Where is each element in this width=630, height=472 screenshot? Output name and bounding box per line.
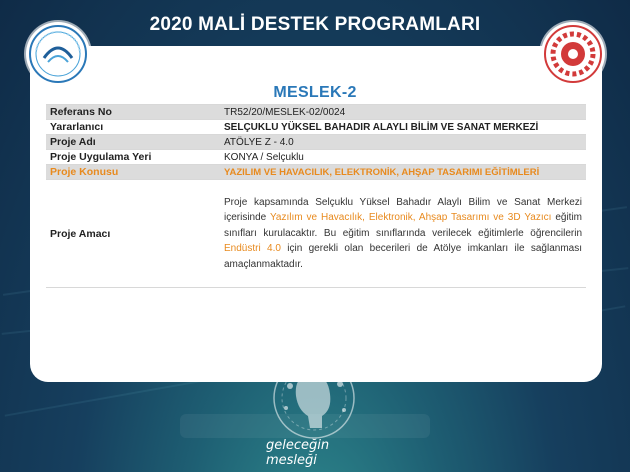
table-row-purpose	[46, 180, 586, 288]
purpose-highlight: Endüstri 4.0	[224, 243, 281, 255]
section-title: MESLEK-2	[273, 84, 357, 101]
emblem-text-line1: geleceğin	[266, 438, 330, 453]
agency-seal-icon	[26, 22, 90, 86]
table-row-topic	[46, 165, 586, 180]
table-row-project-name	[46, 135, 586, 150]
emblem-text-line2: mesleği	[266, 453, 317, 468]
future-profession-emblem	[250, 356, 378, 472]
topic-label: Proje Konusu	[46, 165, 220, 180]
ministry-gear-emblem-icon	[541, 22, 605, 86]
purpose-value	[220, 180, 586, 288]
beneficiary-label: Yararlanıcı	[46, 120, 220, 135]
purpose-text	[224, 195, 582, 273]
location-value: KONYA / Selçuklu	[220, 150, 586, 165]
project-name-label: Proje Adı	[46, 135, 220, 150]
beneficiary-value: SELÇUKLU YÜKSEL BAHADIR ALAYLI BİLİM VE SANAT MERKEZİ	[220, 120, 586, 135]
purpose-text-part: için gerekli olan becerileri de Atölye imkanları ile sağlanması amaçlanmaktadır.	[224, 243, 582, 270]
project-name-value: ATÖLYE Z - 4.0	[220, 135, 586, 150]
topic-value: YAZILIM VE HAVACILIK, ELEKTRONİK, AHŞAP TASARIMI EĞİTİMLERİ	[220, 165, 586, 180]
project-info-table	[46, 104, 586, 288]
table-row-beneficiary	[46, 120, 586, 135]
table-row-location	[46, 150, 586, 165]
slide-title: 2020 MALİ DESTEK PROGRAMLARI	[149, 14, 481, 35]
table-row-reference	[46, 105, 586, 120]
location-label: Proje Uygulama Yeri	[46, 150, 220, 165]
reference-label: Referans No	[46, 105, 220, 120]
reference-value: TR52/20/MESLEK-02/0024	[220, 105, 586, 120]
purpose-text-part: Proje kapsamında Selçuklu Yüksel Bahadır Alaylı Bilim ve Sanat Merkezi içerisinde	[224, 196, 582, 224]
purpose-label: Proje Amacı	[46, 180, 220, 288]
purpose-highlight: Yazılım ve Havacılık, Elektronik, Ahşap Tasarımı ve 3D Yazıcı	[270, 212, 552, 224]
purpose-text-part: eğitim sınıfları kurulacaktır. Bu eğitim sınıflarında verilecek eğitimlerle öğrencilerin	[224, 212, 582, 239]
